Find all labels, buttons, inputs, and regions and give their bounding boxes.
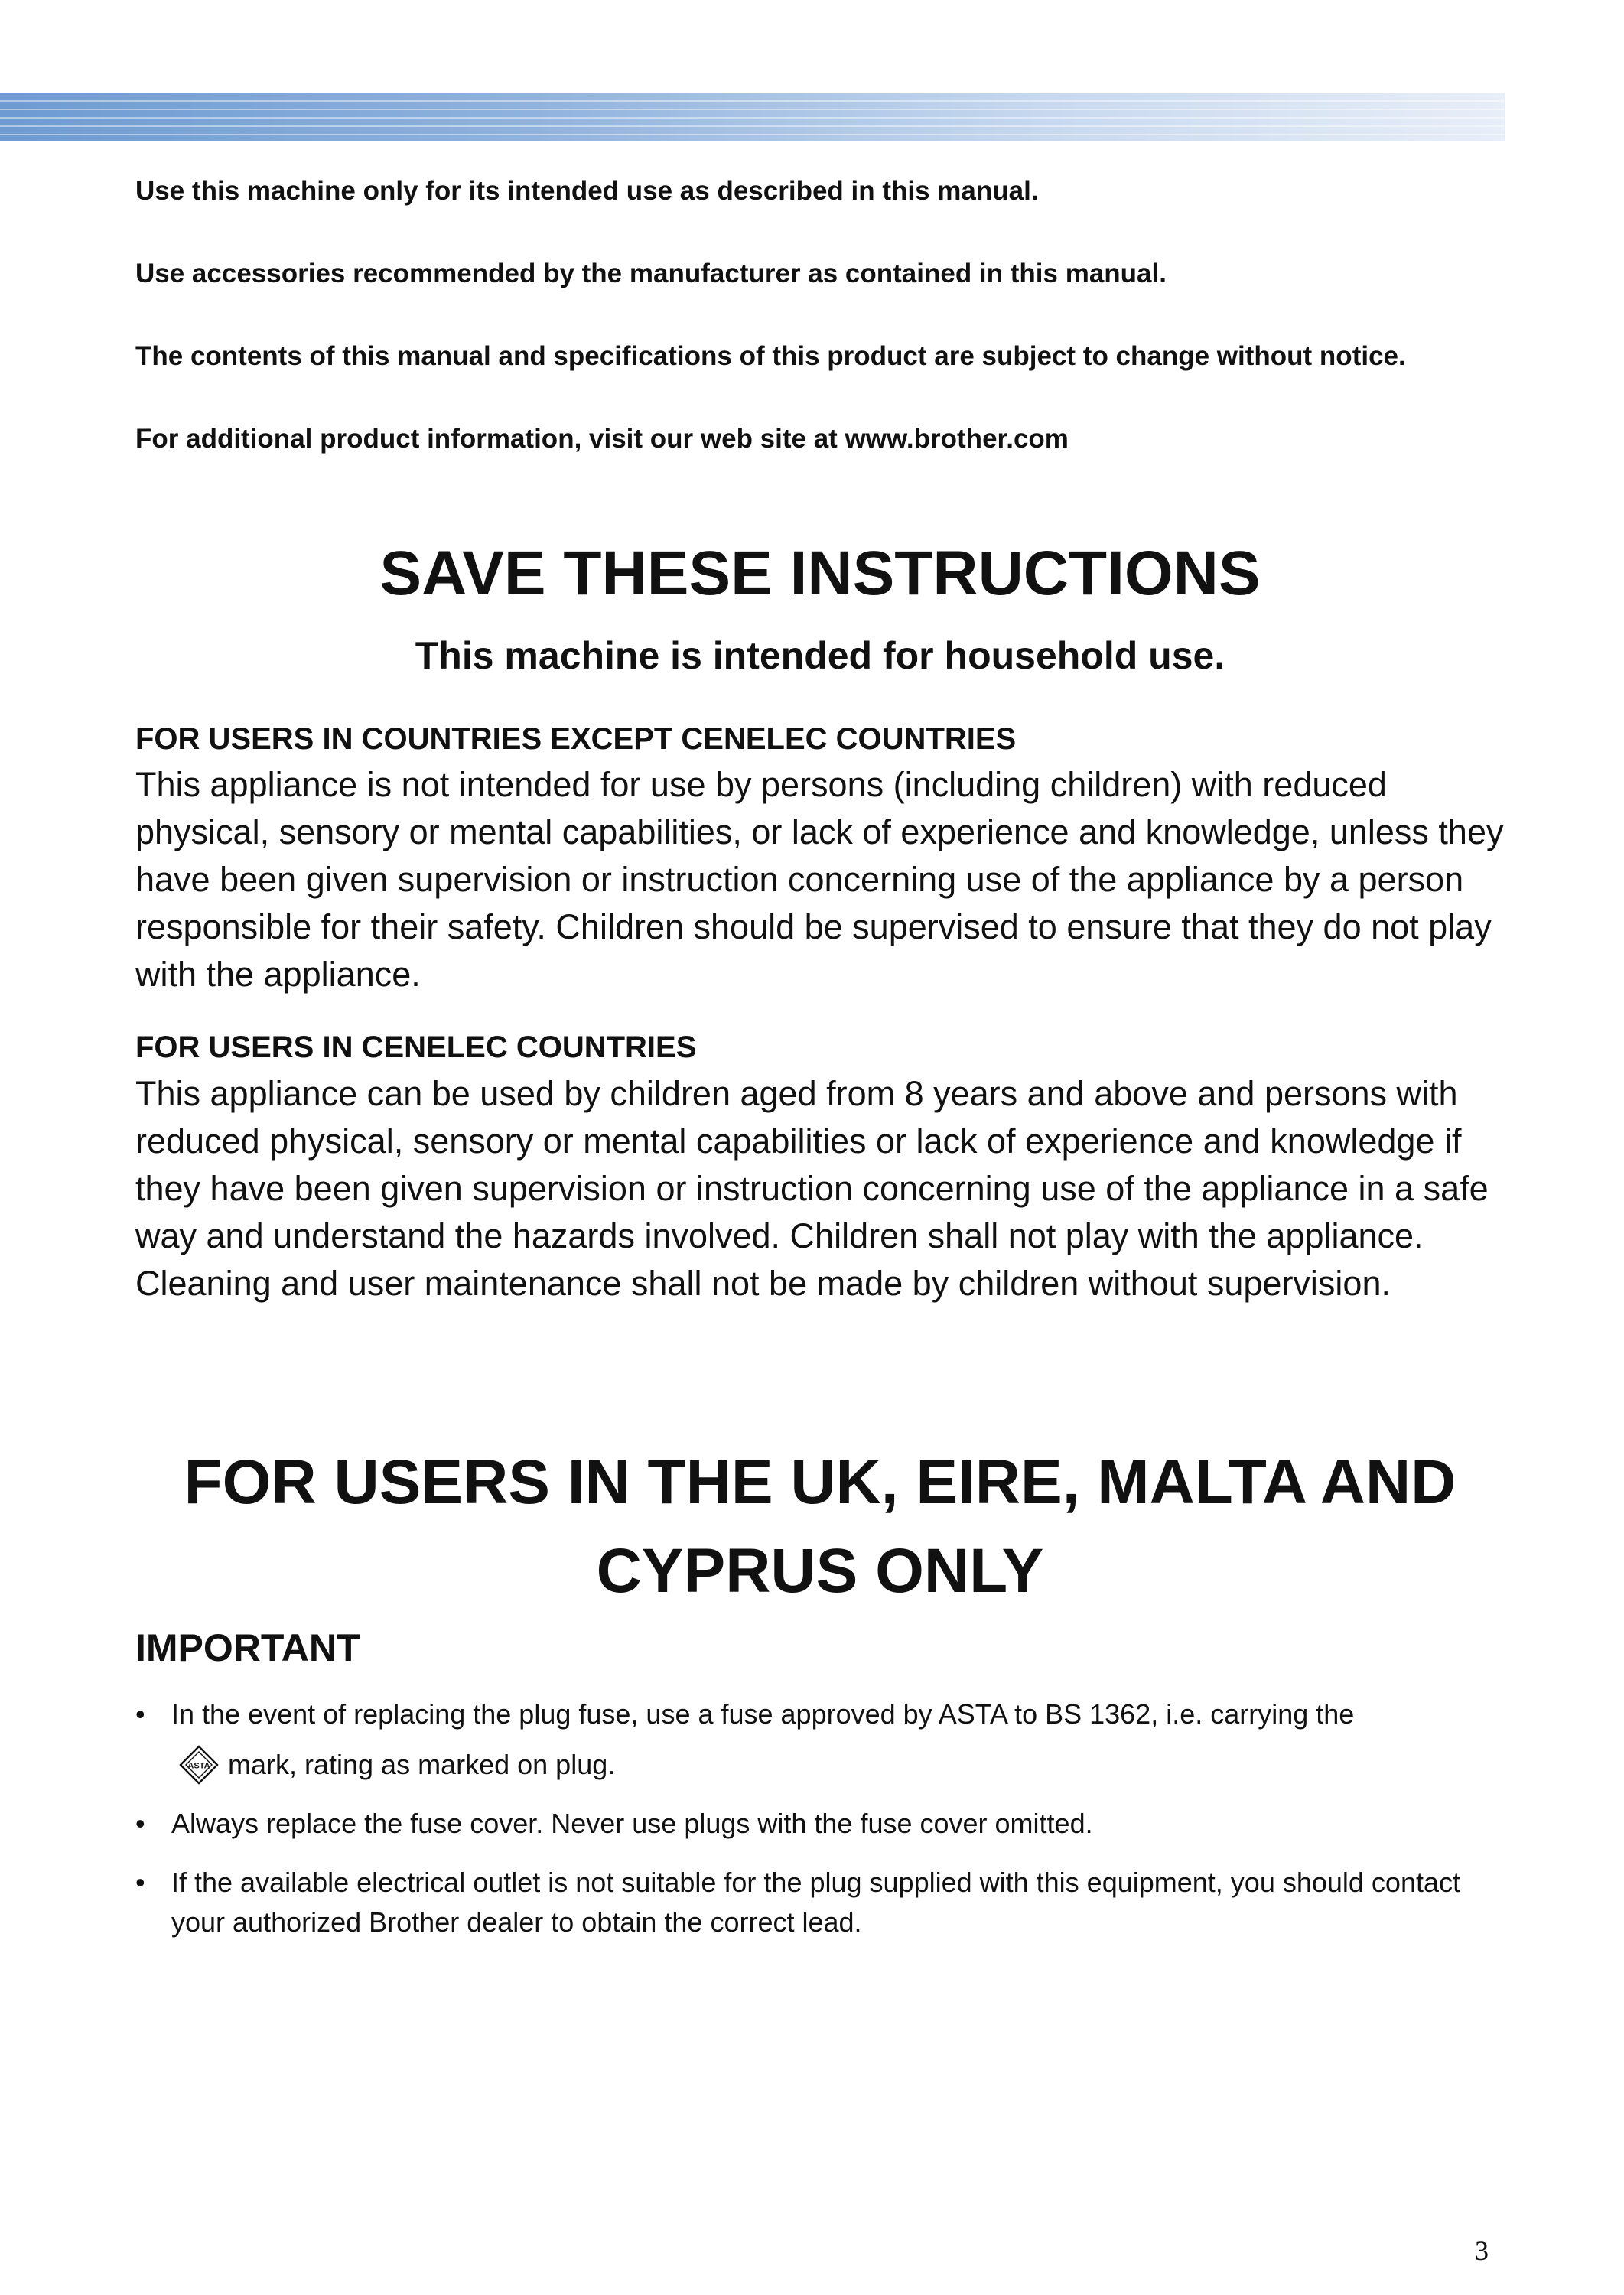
save-instructions-title: SAVE THESE INSTRUCTIONS — [379, 539, 1261, 608]
bullet-outlet-text: If the available electrical outlet is not suitable for the plug supplied with this equipment, you should contact your authorized Brother dealer to obtain the correct lead. — [171, 1867, 1461, 1938]
note-web-site: For additional product information, visit our web site at www.brother.com — [135, 424, 1069, 454]
note-intended-use: Use this machine only for its intended use as described in this manual. — [135, 176, 1039, 206]
important-bullet-list — [135, 1694, 1508, 1961]
asta-mark-line — [171, 1745, 1508, 1785]
bullet-dot-icon: • — [135, 1808, 145, 1839]
bullet-fuse-continuation: mark, rating as marked on plug. — [228, 1749, 616, 1780]
bullet-outlet-lead — [135, 1863, 1508, 1942]
uk-title-line-1: FOR USERS IN THE UK, EIRE, MALTA AND — [184, 1447, 1456, 1517]
page-number: 3 — [1475, 2235, 1489, 2266]
asta-mark-label: ASTA — [187, 1761, 210, 1771]
household-use-subtitle: This machine is intended for household use. — [415, 634, 1225, 677]
important-heading: IMPORTANT — [135, 1626, 360, 1669]
bullet-fuse-text: In the event of replacing the plug fuse, use a fuse approved by ASTA to BS 1362, i.e. carrying the — [171, 1698, 1355, 1730]
uk-eire-malta-cyprus-title — [135, 1438, 1505, 1616]
bullet-fuse-cover — [135, 1804, 1508, 1844]
bullet-dot-icon: • — [135, 1867, 145, 1898]
cenelec-paragraph: This appliance can be used by children aged from 8 years and above and persons with reduced physical, sensory or mental capabilities or lack of experience and knowledge if they have been given supervision or instruction concerning use of the appliance in a safe way and understand the hazards involved. Children shall not play with the appliance. Cleaning and user maintenance shall not be made by children without supervision. — [135, 1074, 1489, 1303]
uk-title-line-2: CYPRUS ONLY — [596, 1536, 1044, 1606]
header-decorative-band — [0, 93, 1505, 141]
note-specifications: The contents of this manual and specifications of this product are subject to change without notice. — [135, 341, 1406, 371]
header-band-stripes — [0, 93, 1505, 141]
cenelec-heading: FOR USERS IN CENELEC COUNTRIES — [135, 1030, 697, 1064]
bullet-dot-icon: • — [135, 1698, 145, 1730]
non-cenelec-heading: FOR USERS IN COUNTRIES EXCEPT CENELEC COUNTRIES — [135, 722, 1017, 756]
bullet-fuse-cover-text: Always replace the fuse cover. Never use plugs with the fuse cover omitted. — [171, 1808, 1093, 1839]
non-cenelec-paragraph: This appliance is not intended for use by persons (including children) with reduced physical, sensory or mental capabilities, or lack of experience and knowledge, unless they have been given supervision or instruction concerning use of the appliance by a person responsible for their safety. Children should be supervised to ensure that they do not play with the appliance. — [135, 765, 1504, 994]
asta-mark-icon — [179, 1745, 219, 1785]
note-accessories: Use accessories recommended by the manufacturer as contained in this manual. — [135, 259, 1167, 288]
bullet-fuse-replacement — [135, 1694, 1508, 1785]
